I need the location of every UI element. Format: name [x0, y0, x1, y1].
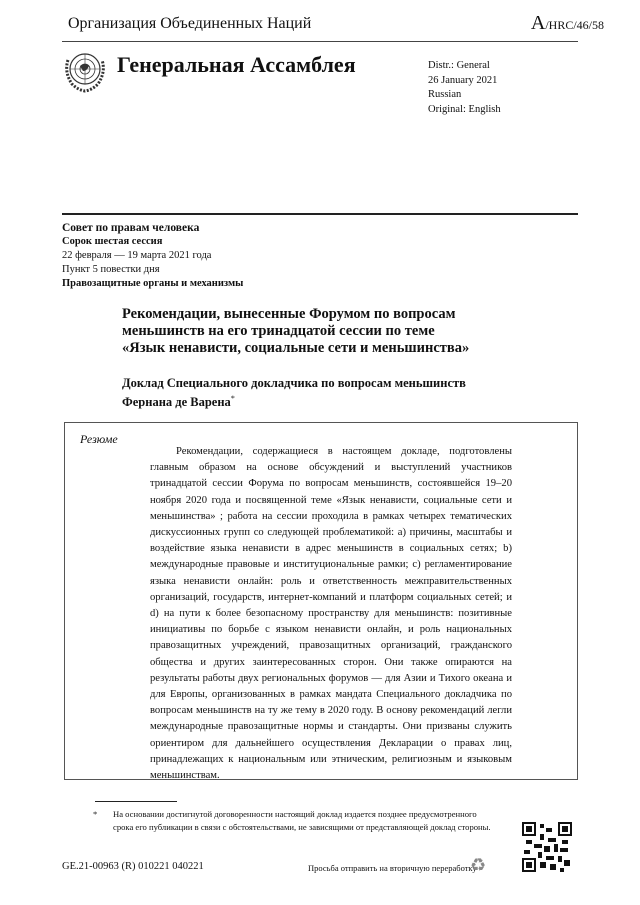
distribution-info	[428, 59, 501, 117]
title-line: Рекомендации, вынесенные Форумом по вопросам	[122, 306, 456, 322]
summary-heading: Резюме	[80, 432, 118, 446]
header-divider	[62, 41, 578, 42]
title-line: меньшинств на его тринадцатой сессии по теме	[122, 323, 435, 339]
symbol-prefix: A	[530, 12, 546, 34]
document-code: GE.21-00963 (R) 010221 040221	[62, 861, 204, 872]
footnote-mark: *	[230, 394, 235, 403]
footnote-text: На основании достигнутой договоренности настоящий доклад издается позднее предусмотренного срока его публикации в связи с обстоятельствами, не зависящими от представляющей доклад стороны.	[113, 809, 491, 832]
report-subtitle	[122, 376, 466, 410]
rapporteur-name: Фернана де Варена	[122, 395, 231, 410]
recycle-icon: ♻	[470, 855, 487, 875]
footnote-divider	[95, 801, 177, 802]
symbol-code: /HRC/46/58	[545, 18, 604, 32]
title-line: «Язык ненависти, социальные сети и меньшинства»	[122, 340, 470, 356]
assembly-name: Генеральная Ассамблея	[117, 52, 356, 77]
agenda-title: Правозащитные органы и механизмы	[62, 278, 244, 289]
original-language-line: Original: English	[428, 103, 501, 115]
language-line: Russian	[428, 89, 462, 100]
recycle-note: Просьба отправить на вторичную переработку	[308, 863, 477, 873]
council-info	[62, 221, 243, 291]
session-dates: 22 февраля — 19 марта 2021 года	[62, 250, 212, 261]
session-name: Сорок шестая сессия	[62, 236, 163, 247]
distribution-line: Distr.: General	[428, 60, 490, 71]
masthead-divider	[62, 213, 578, 215]
agenda-item: Пункт 5 повестки дня	[62, 264, 160, 275]
footnote-star: *	[93, 809, 98, 819]
qr-code-icon	[522, 822, 572, 872]
organization-name: Организация Объединенных Наций	[68, 15, 312, 32]
footnote	[95, 808, 495, 834]
document-title	[122, 306, 469, 357]
summary-text: Рекомендации, содержащиеся в настоящем докладе, подготовлены главным образом на основе обсуждений и выступлений участников тринадцатой сессии Форума по вопросам меньшинств, состоявшейся 19–20 ноября 2020 года и посвященной теме «Язык ненависти, социальные сети и меньшинства» ; работа на сессии проходила в рамках четырех тематических дискуссионных групп со следующей проблематикой: a) причины, масштабы и воздействие языка ненависти в адрес меньшинств в социальных сетях; b) международные правовые и институциональные рамки; c) регламентирование языка ненависти онлайн: роль и ответственность межправительственных организаций, государств, интернет-компаний и платформ социальных сетей; и d) на пути к более безопасному пространству для меньшинств: позитивные инициативы по борьбе с языком ненависти онлайн, и роль национальных правозащитных учреждений, правозащитных организаций, гражданского общества и других заинтересованных сторон. Они также опираются на результаты работы двух региональных форумов — для Азии и Тихого океана и для Европы, организованных в рамках мандата Специального докладчика по вопросам меньшинств на ту же тему в 2020 году. В основу рекомендаций легли международные правозащитные нормы и стандарты. Они призваны служить ориентиром для дальнейшего осуществления Декларации о правах лиц, принадлежащих к национальным или этническим, религиозным и языковым меньшинствам.	[150, 446, 512, 782]
un-emblem-icon	[62, 48, 108, 94]
council-name: Совет по правам человека	[62, 222, 200, 234]
date-line: 26 January 2021	[428, 74, 498, 86]
document-symbol	[531, 12, 604, 35]
report-line: Доклад Специального докладчика по вопросам меньшинств	[122, 376, 466, 390]
